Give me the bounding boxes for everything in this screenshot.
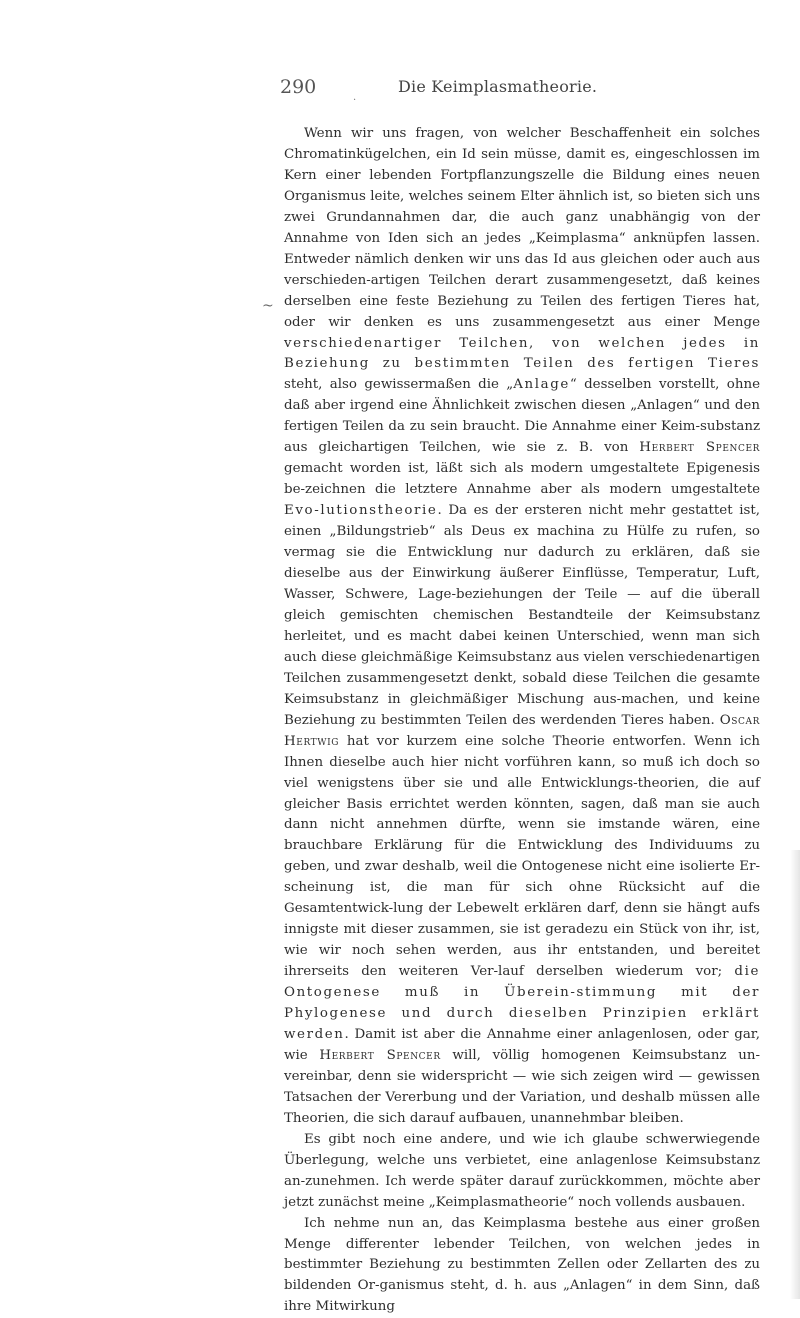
- text-run: steht, also gewissermaßen die „: [284, 377, 514, 393]
- page-header: [0, 76, 800, 106]
- page-edge-shadow: [790, 850, 800, 1299]
- text-run: . Da es der ersteren nicht mehr gestattet ist, einen „Bildungstrieb“ als Deus ex machina zu Hülfe zu rufen, so vermag sie die Entwicklung nur dadurch zu erklären, daß sie dieselbe aus der Einwirkung äußerer Einflüsse, Temperatur, Luft, Wasser, Schwere, Lage-beziehungen der Teile — auf die überall gleich gemischten chemischen Bestandteile der Keimsubstanz herleitet, und es macht dabei keinen Unterschied, wenn man sich auch diese gleichmäßige Keimsubstanz aus vielen verschiedenartigen Teilchen zusammengesetzt denkt, sobald diese Teilchen die gesamte Keimsubstanz in gleichmäßiger Mischung aus-machen, und keine Beziehung zu bestimmten Teilen des werdenden Tieres haben.: [284, 503, 760, 728]
- paragraph: [284, 1130, 760, 1214]
- emphasized-text: verschiedenartiger Teilchen, von welchen jedes in Beziehung zu bestimmten Teilen des fertigen Tieres: [284, 335, 760, 372]
- text-run: gemacht worden ist, läßt sich als modern umgestaltete Epigenesis be-zeichnen die letztere Annahme aber als modern umgestaltete: [284, 461, 760, 498]
- margin-mark: ~: [262, 298, 274, 314]
- text-run: will, völlig homogenen Keimsubstanz un-vereinbar, denn sie widerspricht — wie sich zeigen wird — gewissen Tatsachen der Vererbung und der Variation, und deshalb müssen alle Theorien, die sich darauf aufbauen, unannehmbar bleiben.: [284, 1047, 760, 1126]
- emphasized-text: Evo-lutionstheorie: [284, 503, 438, 519]
- running-title: Die Keimplasmatheorie.: [398, 77, 598, 96]
- text-run: “ desselben vorstellt, ohne daß aber irgend eine Ähnlichkeit zwischen diesen „Anlagen“ und den fertigen Teilen da zu sein braucht. Die Annahme einer Keim-substanz aus gleichartigen Teilchen, wie sie z. B. von: [284, 377, 761, 456]
- header-tick-mark: .: [353, 92, 357, 103]
- text-run: hat vor kurzem eine solche Theorie entworfen. Wenn ich Ihnen dieselbe auch hier nicht vorführen kann, so muß ich doch so viel wenigstens über sie und alle Entwicklungs-theorien, die auf gleicher Basis errichtet werden könnten, sagen, daß man sie auch dann nicht annehmen dürfte, wenn sie imstande wären, eine brauchbare Erklärung für die Entwicklung des Individuums zu geben, und zwar deshalb, weil die Ontogenese nicht eine isolierte Er-scheinung ist, die man für sich ohne Rücksicht auf die Gesamtentwick-lung der Lebewelt erklären darf, denn sie hängt aufs innigste mit dieser zusammen, sie ist geradezu ein Stück von ihr, ist, wie wir noch sehen werden, aus ihr entstanden, und bereitet ihrerseits den weiteren Ver-lauf derselben wiederum vor;: [284, 733, 760, 980]
- page-number: 290: [280, 76, 317, 98]
- emphasized-text: die Ontogenese muß in Überein-stimmung mit der Phylogenese und durch dieselben Prinzipien erklärt werden: [284, 964, 760, 1042]
- author-name: Herbert Spencer: [639, 440, 760, 456]
- text-run: Es gibt noch eine andere, und wie ich glaube schwerwiegende Überlegung, welche uns verbietet, eine anlagenlose Keimsubstanz an-zunehmen. Ich werde später darauf zurückkommen, möchte aber jetzt zunächst meine „Keimplasmatheorie“ noch vollends ausbauen.: [284, 1131, 760, 1210]
- emphasized-text: Anlage: [513, 377, 570, 393]
- body-text: [284, 124, 760, 1318]
- text-run: . Damit ist aber die Annahme einer anlagenlosen, oder gar, wie: [284, 1026, 760, 1063]
- paragraph: [284, 1214, 760, 1318]
- text-run: Ich nehme nun an, das Keimplasma bestehe aus einer großen Menge differenter lebender Teilchen, von welchen jedes in bestimmter Beziehung zu bestimmten Zellen oder Zellarten des zu bildenden Or-ganismus steht, d. h. aus „Anlagen“ in dem Sinn, daß ihre Mitwirkung: [284, 1215, 760, 1315]
- paragraph: [284, 124, 760, 1130]
- author-name: Oscar Hertwig: [284, 712, 760, 749]
- author-name: Herbert Spencer: [319, 1047, 441, 1063]
- text-run: Wenn wir uns fragen, von welcher Beschaffenheit ein solches Chromatinkügelchen, ein Id sein müsse, damit es, eingeschlossen im Kern einer lebenden Fortpflanzungszelle die Bildung eines neuen Organismus leite, welches seinem Elter ähnlich ist, so bieten sich uns zwei Grundannahmen dar, die auch ganz unabhängig von der Annahme von Iden sich an jedes „Keimplasma“ anknüpfen lassen. Entweder nämlich denken wir uns das Id aus gleichen oder auch aus verschieden-artigen Teilchen derart zusammengesetzt, daß keines derselben eine feste Beziehung zu Teilen des fertigen Tieres hat, oder wir denken es uns zusammengesetzt aus einer Menge: [284, 126, 760, 330]
